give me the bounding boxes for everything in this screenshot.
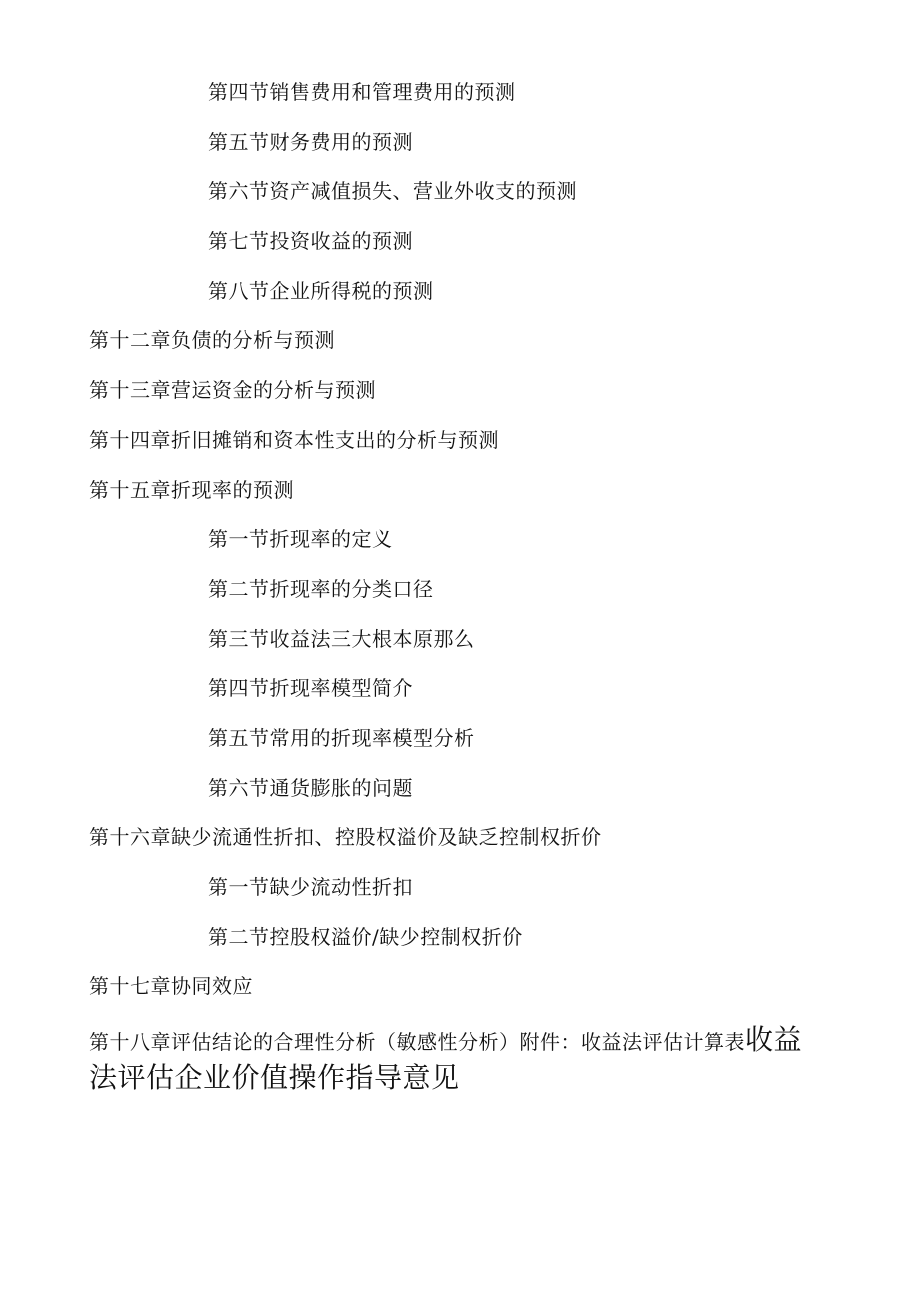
- toc-chapter-entry: 第十七章协同效应: [89, 974, 253, 999]
- toc-section-entry: 第五节常用的折现率模型分析: [208, 725, 475, 750]
- toc-section-entry: 第三节收益法三大根本原那么: [208, 626, 475, 651]
- toc-chapter-entry: 第十五章折现率的预测: [89, 477, 294, 502]
- toc-section-entry: 第七节投资收益的预测: [208, 229, 413, 254]
- toc-section-entry: 第六节资产减值损失、营业外收支的预测: [208, 179, 577, 204]
- toc-section-entry: 第六节通货膨胀的问题: [208, 775, 413, 800]
- toc-section-entry: 第八节企业所得税的预测: [208, 278, 434, 303]
- chapter-18-entry: 第十八章评估结论的合理性分析（敏感性分析）附件：收益法评估计算表: [89, 1030, 745, 1054]
- toc-section-entry: 第四节销售费用和管理费用的预测: [208, 80, 516, 104]
- toc-chapter-entry: 第十二章负债的分析与预测: [89, 328, 335, 353]
- toc-section-entry: 第一节缺少流动性折扣: [208, 875, 413, 899]
- toc-section-entry: 第二节折现率的分类口径: [208, 576, 434, 601]
- toc-chapter-entry: 第十三章营运资金的分析与预测: [89, 378, 376, 403]
- toc-section-entry: 第二节控股权溢价/缺少控制权折价: [208, 924, 523, 949]
- final-chapter-block: [89, 1022, 829, 1098]
- document-title: 收益法评估企业价值操作指导意见: [89, 1023, 803, 1094]
- toc-section-entry: 第一节折现率的定义: [208, 527, 393, 552]
- table-of-contents: [0, 76, 920, 1020]
- toc-section-entry: 第四节折现率模型简介: [208, 676, 413, 701]
- toc-chapter-entry: 第十四章折旧摊销和资本性支出的分析与预测: [89, 427, 499, 452]
- toc-chapter-entry: 第十六章缺少流通性折扣、控股权溢价及缺乏控制权折价: [89, 825, 602, 850]
- toc-section-entry: 第五节财务费用的预测: [208, 129, 413, 154]
